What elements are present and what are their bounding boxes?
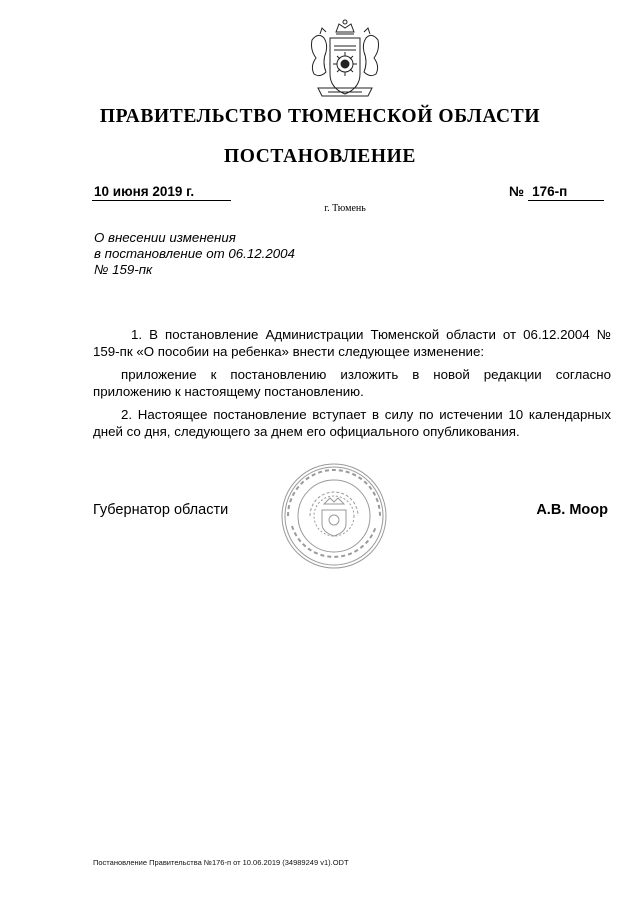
number-sign: №: [509, 184, 525, 199]
paragraph-1: 1. В постановление Администрации Тюменской области от 06.12.2004 № 159-пк «О пособии на ребенка» внести следующее изменение:: [93, 327, 611, 359]
signer-name: А.В. Моор: [536, 502, 608, 518]
document-number: [509, 184, 604, 201]
paragraph-2: приложение к постановлению изложить в новой редакции согласно приложению к настоящему постановлению.: [93, 367, 611, 399]
document-date: 10 июня 2019 г.: [92, 184, 231, 201]
subject-line: № 159-пк: [94, 262, 153, 277]
paragraph-3: 2. Настоящее постановление вступает в силу по истечении 10 календарных дней со дня, следующего за днем его официального опубликования.: [93, 407, 611, 439]
signer-position: Губернатор области: [93, 502, 229, 518]
city-name: г. Тюмень: [324, 203, 366, 214]
number-value: 176-п: [528, 184, 604, 201]
subject-line: в постановление от 06.12.2004: [94, 246, 295, 261]
coat-of-arms-icon: [300, 18, 390, 102]
document-subject: [94, 230, 295, 278]
document-type: ПОСТАНОВЛЕНИЕ: [223, 146, 417, 167]
official-seal: [280, 462, 388, 570]
subject-line: О внесении изменения: [94, 230, 236, 245]
government-title: ПРАВИТЕЛЬСТВО ТЮМЕНСКОЙ ОБЛАСТИ: [99, 106, 541, 127]
footer-filename: Постановление Правительства №176-п от 10.06.2019 (34989249 v1).ODT: [93, 858, 349, 867]
